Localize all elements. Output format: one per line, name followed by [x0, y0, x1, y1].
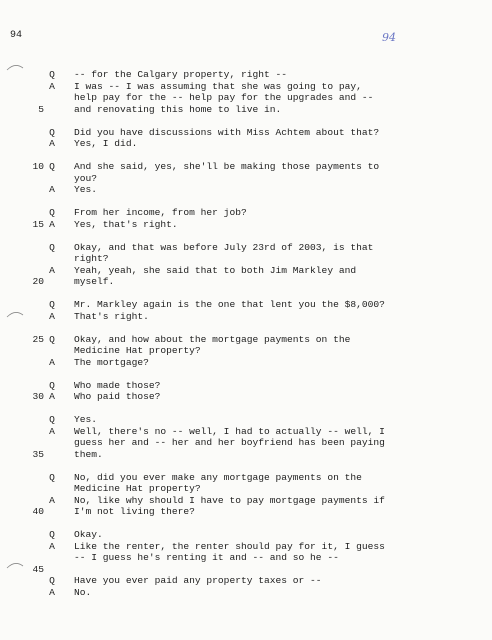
line-text: myself. [74, 276, 115, 287]
transcript-line [0, 322, 492, 334]
line-text: I'm not living there? [74, 506, 195, 517]
speaker-label: A [49, 310, 55, 322]
transcript-line [0, 127, 492, 139]
speaker-label: Q [49, 161, 55, 172]
transcript-line [0, 483, 492, 495]
speaker-label: Q [49, 126, 55, 138]
line-text: Have you ever paid any property taxes or -- [74, 575, 322, 586]
line-text: Did you have discussions with Miss Achtem about that? [74, 126, 380, 138]
speaker-label: A [49, 138, 55, 149]
transcript-line [0, 449, 492, 461]
transcript-line [0, 311, 492, 323]
line-text: From her income, from her job? [74, 207, 247, 218]
transcript-line [0, 92, 492, 104]
line-text: The mortgage? [74, 356, 149, 368]
speaker-label: A [49, 586, 55, 598]
transcript-line [0, 541, 492, 553]
speaker-label: Q [49, 69, 55, 80]
transcript-line [0, 230, 492, 242]
line-text: No, did you ever make any mortgage payments on the [74, 471, 362, 483]
line-text: right? [74, 253, 109, 264]
line-text: Yes. [74, 184, 98, 195]
speaker-label: A [49, 540, 55, 552]
transcript-line [0, 414, 492, 426]
transcript-line [0, 575, 492, 587]
transcript-line [0, 380, 492, 392]
page-number: 94 [10, 30, 23, 41]
line-text: Who made those? [74, 379, 161, 391]
transcript-line [0, 265, 492, 277]
line-text: Yes, that's right. [74, 218, 178, 230]
line-text: Mr. Markley again is the one that lent you the $8,000? [74, 299, 385, 310]
transcript-line [0, 472, 492, 484]
line-text: Who paid those? [74, 391, 161, 402]
line-text: That's right. [74, 310, 149, 322]
speaker-label: Q [49, 333, 55, 345]
transcript-line [0, 587, 492, 599]
line-text: you? [74, 172, 98, 184]
transcript-line [0, 495, 492, 507]
line-text: and renovating this home to live in. [74, 103, 282, 115]
transcript-line [0, 529, 492, 541]
transcript-line [0, 288, 492, 300]
speaker-label: A [49, 184, 55, 195]
transcript-line [0, 345, 492, 357]
line-number: 35 [32, 448, 44, 460]
transcript-line [0, 150, 492, 162]
line-text: No. [74, 586, 92, 598]
transcript-line [0, 391, 492, 403]
transcript-line [0, 460, 492, 472]
handwritten-page-number: 94 [382, 31, 396, 44]
transcript-line [0, 173, 492, 185]
line-text: Medicine Hat property? [74, 483, 201, 494]
line-number: 10 [32, 161, 44, 172]
line-text: Okay, and that was before July 23rd of 2003, is that [74, 241, 374, 253]
speaker-label: A [49, 264, 55, 276]
transcript-line [0, 437, 492, 449]
speaker-label: A [49, 391, 55, 402]
speaker-label: Q [49, 529, 55, 540]
speaker-label: A [49, 80, 55, 92]
line-text: Like the renter, the renter should pay for it, I guess [74, 540, 385, 552]
line-text: I was -- I was assuming that she was going to pay, [74, 80, 362, 92]
speaker-label: Q [49, 379, 55, 391]
transcript-line [0, 334, 492, 346]
line-number: 30 [32, 391, 44, 402]
line-number: 25 [32, 333, 44, 345]
speaker-label: Q [49, 414, 55, 425]
speaker-label: Q [49, 207, 55, 218]
line-text: Okay, and how about the mortgage payments on the [74, 333, 351, 345]
line-text: help pay for the -- help pay for the upgrades and -- [74, 92, 374, 103]
line-text: Well, there's no -- well, I had to actually -- well, I [74, 425, 385, 437]
line-text: Okay. [74, 529, 103, 540]
transcript-line [0, 242, 492, 254]
line-text: Medicine Hat property? [74, 345, 201, 356]
transcript-line [0, 299, 492, 311]
transcript-line [0, 426, 492, 438]
line-number: 5 [38, 103, 44, 115]
speaker-label: Q [49, 241, 55, 253]
speaker-label: A [49, 425, 55, 437]
transcript-line [0, 196, 492, 208]
transcript-line [0, 104, 492, 116]
line-text: -- I guess he's renting it and -- and so he -- [74, 552, 339, 563]
speaker-label: A [49, 356, 55, 368]
transcript-line [0, 81, 492, 93]
speaker-label: A [49, 218, 55, 230]
speaker-label: Q [49, 575, 55, 586]
transcript-line [0, 115, 492, 127]
speaker-label: Q [49, 471, 55, 483]
line-text: Yeah, yeah, she said that to both Jim Markley and [74, 264, 357, 276]
transcript-line [0, 506, 492, 518]
line-number: 20 [32, 276, 44, 287]
line-text: guess her and -- her and her boyfriend has been paying [74, 437, 385, 448]
transcript-line [0, 403, 492, 415]
line-number: 15 [32, 218, 44, 230]
transcript-line [0, 69, 492, 81]
line-text: -- for the Calgary property, right -- [74, 69, 288, 80]
transcript-line [0, 219, 492, 231]
speaker-label: Q [49, 299, 55, 310]
line-text: Yes. [74, 414, 98, 425]
transcript-line [0, 564, 492, 576]
transcript-line [0, 253, 492, 265]
transcript-line [0, 207, 492, 219]
line-text: No, like why should I have to pay mortgage payments if [74, 494, 385, 506]
transcript-line [0, 161, 492, 173]
speaker-label: A [49, 494, 55, 506]
transcript-line [0, 184, 492, 196]
transcript-line [0, 357, 492, 369]
line-number: 40 [32, 506, 44, 517]
line-text: them. [74, 448, 103, 460]
transcript-line [0, 552, 492, 564]
transcript-line [0, 518, 492, 530]
transcript-line [0, 276, 492, 288]
transcript-line [0, 368, 492, 380]
line-text: Yes, I did. [74, 138, 138, 149]
line-text: And she said, yes, she'll be making those payments to [74, 161, 380, 172]
transcript-line [0, 138, 492, 150]
line-number: 45 [32, 563, 44, 575]
